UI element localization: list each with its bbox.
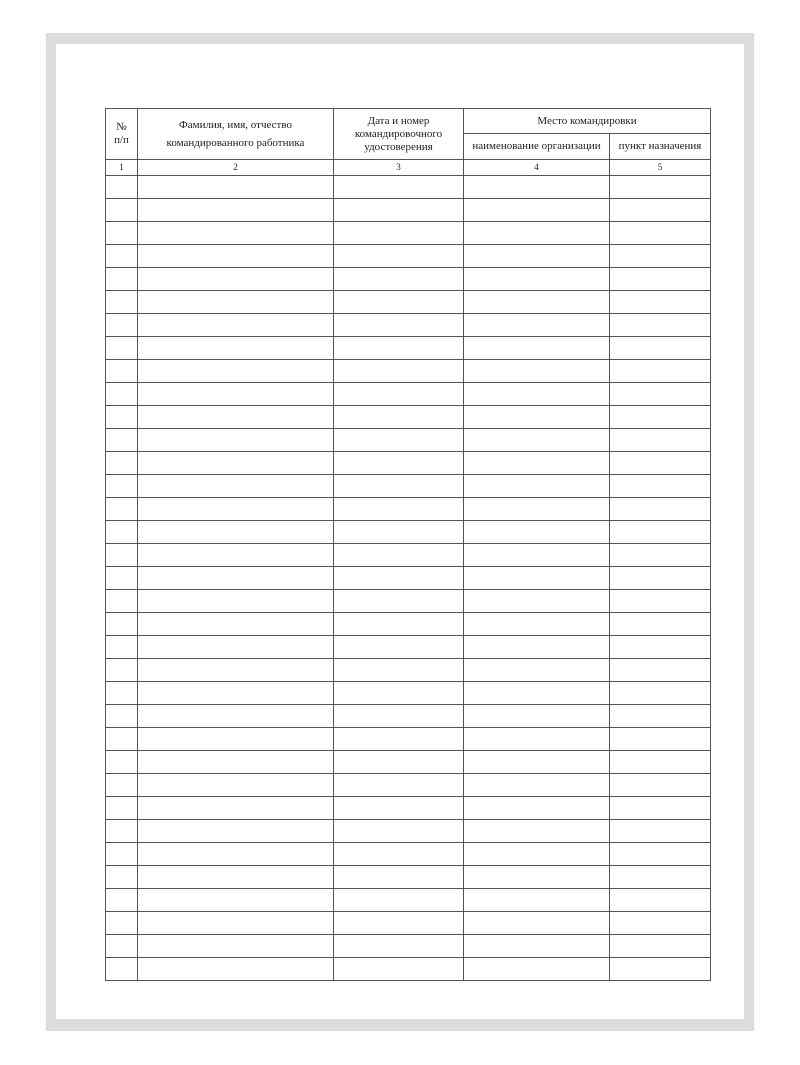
table-cell [138,337,334,360]
table-cell [138,866,334,889]
table-cell [464,521,610,544]
journal-body [106,176,711,981]
table-cell [464,866,610,889]
table-cell [138,820,334,843]
table-cell [106,797,138,820]
table-cell [138,659,334,682]
table-cell [464,291,610,314]
table-row [106,268,711,291]
table-cell [138,705,334,728]
table-cell [106,843,138,866]
table-cell [138,360,334,383]
table-cell [334,245,464,268]
table-cell [138,797,334,820]
table-cell [610,406,711,429]
header-certificate-line2: командировочного [354,127,443,140]
table-cell [334,452,464,475]
table-cell [610,636,711,659]
table-row [106,521,711,544]
table-cell [464,406,610,429]
table-cell [610,245,711,268]
table-cell [106,774,138,797]
table-cell [464,751,610,774]
table-cell [138,176,334,199]
table-row [106,659,711,682]
column-number-4: 4 [464,160,610,176]
table-cell [334,521,464,544]
table-cell [334,590,464,613]
table-cell [138,245,334,268]
table-cell [106,682,138,705]
table-row [106,935,711,958]
table-cell [106,222,138,245]
table-cell [334,728,464,751]
table-cell [106,751,138,774]
table-cell [106,475,138,498]
table-row [106,774,711,797]
table-cell [610,199,711,222]
table-cell [138,636,334,659]
table-row [106,452,711,475]
table-cell [106,958,138,981]
table-row [106,245,711,268]
header-employee-name-line2: командированного работника [166,136,305,149]
table-cell [334,222,464,245]
table-cell [610,383,711,406]
table-cell [106,291,138,314]
table-cell [464,797,610,820]
header-certificate-line1: Дата и номер [367,114,430,127]
table-cell [334,291,464,314]
table-cell [464,636,610,659]
header-number-abbrev: п/п [114,134,129,146]
table-cell [138,682,334,705]
table-cell [464,912,610,935]
table-cell [464,383,610,406]
table-cell [610,498,711,521]
table-cell [464,843,610,866]
table-cell [464,314,610,337]
table-cell [106,636,138,659]
header-certificate-line3: удостоверения [364,140,433,153]
table-cell [610,774,711,797]
table-cell [138,567,334,590]
table-cell [106,866,138,889]
table-cell [138,452,334,475]
table-cell [106,567,138,590]
table-cell [610,935,711,958]
table-cell [334,935,464,958]
table-cell [334,544,464,567]
table-cell [106,728,138,751]
table-cell [106,544,138,567]
table-cell [610,337,711,360]
table-cell [334,958,464,981]
table-cell [334,268,464,291]
table-cell [106,199,138,222]
table-row [106,383,711,406]
table-cell [334,912,464,935]
table-row [106,958,711,981]
table-cell [334,613,464,636]
table-cell [106,613,138,636]
table-cell [138,544,334,567]
table-cell [610,429,711,452]
table-cell [464,337,610,360]
table-cell [464,498,610,521]
table-cell [464,245,610,268]
business-trip-journal-table [105,108,711,981]
table-cell [138,613,334,636]
table-cell [106,383,138,406]
column-number-2: 2 [138,160,334,176]
table-cell [334,866,464,889]
table-cell [334,797,464,820]
table-cell [334,889,464,912]
table-cell [464,590,610,613]
table-cell [334,337,464,360]
table-cell [138,958,334,981]
header-trip-place: Место командировки [464,109,711,134]
table-cell [334,682,464,705]
table-cell [464,889,610,912]
table-cell [334,314,464,337]
table-cell [138,912,334,935]
table-cell [138,889,334,912]
table-row [106,820,711,843]
table-row [106,866,711,889]
table-row [106,613,711,636]
table-cell [464,360,610,383]
table-cell [138,314,334,337]
header-number-sign: № [116,121,127,133]
header-row-number [106,109,138,160]
table-cell [334,475,464,498]
table-cell [334,843,464,866]
table-cell [138,199,334,222]
table-cell [138,498,334,521]
table-cell [464,820,610,843]
table-cell [106,590,138,613]
table-cell [334,820,464,843]
table-row [106,889,711,912]
table-cell [464,452,610,475]
table-cell [106,659,138,682]
table-cell [138,475,334,498]
table-row [106,728,711,751]
column-number-row [106,160,711,176]
table-row [106,406,711,429]
table-row [106,567,711,590]
table-cell [610,866,711,889]
table-row [106,199,711,222]
table-cell [610,682,711,705]
table-row [106,843,711,866]
table-cell [106,889,138,912]
table-cell [106,406,138,429]
table-cell [334,406,464,429]
table-row [106,912,711,935]
table-cell [334,383,464,406]
table-cell [334,429,464,452]
header-employee-name [138,109,334,160]
column-number-5: 5 [610,160,711,176]
table-cell [464,475,610,498]
table-cell [610,521,711,544]
table-cell [464,659,610,682]
table-cell [334,567,464,590]
table-cell [464,199,610,222]
table-cell [610,889,711,912]
column-number-1: 1 [106,160,138,176]
table-cell [610,590,711,613]
table-row [106,429,711,452]
table-cell [106,820,138,843]
table-cell [464,682,610,705]
table-cell [138,774,334,797]
table-cell [610,912,711,935]
table-cell [610,544,711,567]
table-row [106,475,711,498]
table-cell [334,199,464,222]
table-row [106,360,711,383]
table-row [106,337,711,360]
table-cell [464,268,610,291]
table-cell [106,705,138,728]
table-cell [138,843,334,866]
table-cell [464,705,610,728]
table-cell [138,429,334,452]
table-cell [106,176,138,199]
table-cell [334,636,464,659]
table-cell [334,705,464,728]
table-cell [610,797,711,820]
table-cell [610,843,711,866]
table-cell [334,751,464,774]
table-cell [138,590,334,613]
table-cell [610,176,711,199]
table-cell [138,935,334,958]
table-row [106,797,711,820]
table-cell [464,935,610,958]
table-cell [138,383,334,406]
table-cell [138,222,334,245]
table-cell [610,705,711,728]
table-row [106,314,711,337]
table-cell [610,567,711,590]
table-cell [610,958,711,981]
table-cell [334,774,464,797]
table-cell [106,912,138,935]
table-cell [106,935,138,958]
table-cell [464,176,610,199]
table-cell [106,429,138,452]
table-row [106,498,711,521]
table-cell [106,521,138,544]
table-cell [464,429,610,452]
table-cell [610,475,711,498]
table-cell [138,406,334,429]
table-row [106,636,711,659]
table-cell [464,567,610,590]
table-cell [138,728,334,751]
table-cell [464,774,610,797]
table-cell [610,820,711,843]
table-cell [610,268,711,291]
table-cell [610,452,711,475]
table-cell [106,452,138,475]
table-cell [106,314,138,337]
table-row [106,751,711,774]
table-cell [334,360,464,383]
table-cell [106,337,138,360]
table-cell [106,245,138,268]
table-row [106,544,711,567]
table-cell [464,728,610,751]
header-employee-name-line1: Фамилия, имя, отчество [179,118,292,131]
table-cell [106,268,138,291]
table-cell [610,222,711,245]
table-cell [610,291,711,314]
table-cell [610,659,711,682]
table-cell [106,360,138,383]
header-destination: пункт назначения [610,134,711,160]
table-cell [334,659,464,682]
table-row [106,682,711,705]
table-cell [138,268,334,291]
table-cell [334,176,464,199]
table-cell [464,222,610,245]
table-cell [464,613,610,636]
table-cell [610,314,711,337]
table-row [106,291,711,314]
header-certificate [334,109,464,160]
table-cell [138,751,334,774]
table-cell [610,613,711,636]
table-cell [138,291,334,314]
table-cell [610,360,711,383]
table-cell [464,544,610,567]
table-row [106,705,711,728]
header-organization: наименование организации [464,134,610,160]
column-number-3: 3 [334,160,464,176]
table-cell [138,521,334,544]
table-cell [610,728,711,751]
table-cell [106,498,138,521]
table-cell [464,958,610,981]
table-cell [334,498,464,521]
table-row [106,176,711,199]
table-row [106,590,711,613]
table-cell [610,751,711,774]
table-row [106,222,711,245]
